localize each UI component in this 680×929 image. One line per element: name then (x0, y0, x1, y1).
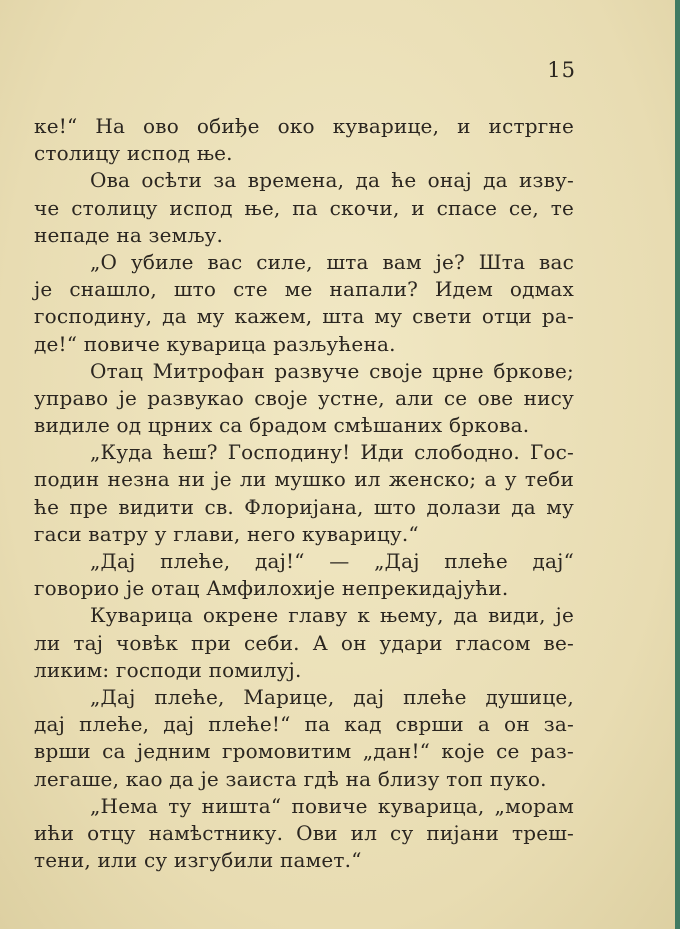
text-line: ће пре видити св. Флоријана, што долази да му (34, 494, 574, 519)
text-line: „Дај плеће, Марице, дај плеће душице, (90, 684, 574, 709)
text-line: говорио је отац Амфилохије непрекидајући. (34, 576, 509, 601)
body-text (34, 113, 574, 874)
page-number: 15 (547, 58, 576, 82)
text-line: че столицу испод ње, па скочи, и спасе се, те (34, 195, 574, 220)
text-line: господину, да му кажем, шта му свети отци ра- (34, 304, 574, 329)
text-line: ли тај човѣк при себи. А он удари гласом ве- (34, 630, 574, 655)
text-line: столицу испод ње. (34, 141, 233, 166)
text-line: Куварица окрене главу к њему, да види, је (90, 603, 574, 628)
page-edge (675, 0, 680, 929)
text-line: ликим: господи помилуј. (34, 657, 302, 682)
text-line: гаси ватру у глави, него куварицу.“ (34, 521, 419, 546)
text-line: подин незна ни је ли мушко ил женско; а у теби (34, 467, 574, 492)
text-line: врши са једним громовитим „дан!“ које се раз- (34, 739, 574, 764)
text-line: видиле од црних са брадом смѣшаних бркова. (34, 413, 530, 438)
text-line: Ова осѣти за времена, да ће онај да изву- (90, 168, 574, 193)
text-line: ке!“ На ово обиђе око куварице, и истргне (34, 114, 574, 138)
text-line: легаше, као да је заиста гдѣ на близу топ пуко. (34, 766, 547, 791)
text-line: тени, или су изгубили памет.“ (34, 848, 362, 873)
text-line: управо је развукао своје устне, али се ове нису (34, 385, 574, 410)
text-line: дај плеће, дај плеће!“ па кад сврши а он за- (34, 712, 574, 737)
text-line: је снашло, што сте ме напали? Идем одмах (34, 277, 574, 302)
text-line: де!“ повиче куварица разљућена. (34, 331, 396, 356)
text-line: непаде на земљу. (34, 222, 224, 247)
text-line: Отац Митрофан развуче своје црне бркове; (90, 358, 574, 383)
text-line: „О убиле вас силе, шта вам је? Шта вас (90, 249, 574, 274)
text-line: ићи отцу намѣстнику. Ови ил су пијани трeш- (34, 820, 574, 845)
text-line: „Нема ту ништа“ повиче куварица, „морам (90, 793, 574, 818)
text-line: „Куда ћеш? Господину! Иди слободно. Гос- (90, 440, 574, 465)
text-line: „Дај плеће, дај!“ — „Дај плеће дај“ (90, 549, 574, 573)
